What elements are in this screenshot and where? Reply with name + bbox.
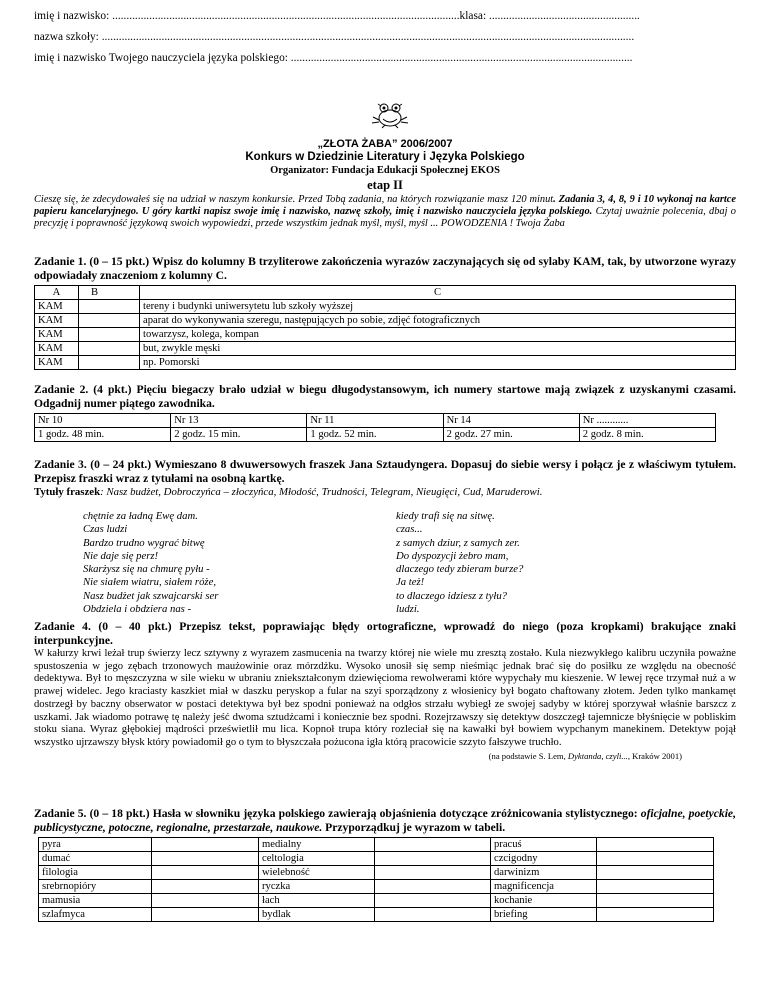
column-a-header: A xyxy=(35,286,79,300)
runner-number: Nr 13 xyxy=(171,414,307,428)
verse: Obdziela i obdziera nas - xyxy=(83,603,192,616)
table-row xyxy=(35,356,736,370)
word-cell: ryczka xyxy=(259,880,375,894)
table-row xyxy=(35,414,716,428)
word-cell: pracuś xyxy=(491,838,597,852)
table-row xyxy=(35,328,736,342)
verse: ludzi. xyxy=(396,603,420,616)
word-cell: briefing xyxy=(491,908,597,922)
table-row xyxy=(39,880,714,894)
answer-cell[interactable] xyxy=(79,356,140,370)
verse: Skarżysz się na chmurę pyłu - xyxy=(83,563,210,576)
column-b-header: B xyxy=(79,286,140,300)
task-4 xyxy=(34,620,736,762)
cell-c: tereny i budynki uniwersytetu lub szkoły wyższej xyxy=(140,300,736,314)
school-name-line[interactable]: nazwa szkoły: ........................................................................................................................................................................................... xyxy=(34,31,635,43)
teacher-name-line[interactable]: imię i nazwisko Twojego nauczyciela języka polskiego: ........................................................................................................................ xyxy=(34,52,633,64)
table-row xyxy=(39,838,714,852)
runner-number: Nr 11 xyxy=(307,414,443,428)
table-row xyxy=(35,314,736,328)
word-cell: dumać xyxy=(39,852,152,866)
task-3-titles: Tytuły fraszek: Nasz budżet, Dobroczyńca – złoczyńca, Młodość, Trudności, Telegram, Nieugięci, Cud, Maruderowi. xyxy=(34,486,543,498)
answer-cell[interactable] xyxy=(597,908,714,922)
table-row xyxy=(39,908,714,922)
task-1-table xyxy=(34,285,736,370)
task-2-table xyxy=(34,413,716,442)
cell-a: KAM xyxy=(35,356,79,370)
column-c-header: C xyxy=(140,286,736,300)
answer-cell[interactable] xyxy=(597,852,714,866)
runner-time: 1 godz. 52 min. xyxy=(307,428,443,442)
answer-cell[interactable] xyxy=(152,908,259,922)
cell-a: KAM xyxy=(35,300,79,314)
answer-cell[interactable] xyxy=(597,866,714,880)
table-row xyxy=(35,342,736,356)
runner-time: 2 godz. 15 min. xyxy=(171,428,307,442)
answer-cell[interactable] xyxy=(152,838,259,852)
word-cell: medialny xyxy=(259,838,375,852)
task-5 xyxy=(34,807,736,922)
contest-header xyxy=(34,138,736,193)
word-cell: celtologia xyxy=(259,852,375,866)
verse: to dlaczego idziesz z tyłu? xyxy=(396,589,508,602)
frog-mascot-icon xyxy=(370,101,410,129)
word-cell: wielebność xyxy=(259,866,375,880)
answer-cell[interactable] xyxy=(79,328,140,342)
answer-cell[interactable] xyxy=(375,838,491,852)
table-row xyxy=(39,866,714,880)
table-row xyxy=(39,894,714,908)
word-cell: filologia xyxy=(39,866,152,880)
word-cell: magnificencja xyxy=(491,880,597,894)
word-cell: pyra xyxy=(39,838,152,852)
answer-cell[interactable] xyxy=(597,838,714,852)
answer-cell[interactable] xyxy=(79,300,140,314)
verse: Bardzo trudno wygrać bitwę xyxy=(83,536,205,549)
task-1-title: Zadanie 1. (0 – 15 pkt.) Wpisz do kolumny B trzyliterowe zakończenia wyrazów zaczynających się od sylaby KAM, tak, by utworzone wyrazy odpowiadały znaczeniom z kolumny C. xyxy=(34,255,736,282)
word-cell: darwinizm xyxy=(491,866,597,880)
runner-time: 1 godz. 48 min. xyxy=(35,428,171,442)
answer-cell[interactable] xyxy=(375,852,491,866)
verse: Ja też! xyxy=(396,576,425,589)
contest-organizer: Organizator: Fundacja Edukacji Społecznej EKOS xyxy=(270,165,500,176)
cell-c: but, zwykle męski xyxy=(140,342,736,356)
cell-c: np. Pomorski xyxy=(140,356,736,370)
answer-cell[interactable] xyxy=(152,852,259,866)
verse: Nasz budżet jak szwajcarski ser xyxy=(83,589,219,602)
verse: kiedy trafi się na sitwę. xyxy=(396,510,495,522)
task-3 xyxy=(34,458,736,616)
cell-a: KAM xyxy=(35,342,79,356)
word-cell: kochanie xyxy=(491,894,597,908)
cell-c: aparat do wykonywania szeregu, następujących po sobie, zdjęć fotograficznych xyxy=(140,314,736,328)
cell-a: KAM xyxy=(35,328,79,342)
task-2-title: Zadanie 2. (4 pkt.) Pięciu biegaczy brało udział w biegu długodystansowym, ich numery startowe mają związek z uzyskanymi czasami. Odgadnij numer piątego zawodnika. xyxy=(34,383,736,410)
answer-cell[interactable] xyxy=(79,314,140,328)
word-cell: bydlak xyxy=(259,908,375,922)
verse: chętnie za ładną Ewę dam. xyxy=(83,510,198,522)
answer-cell[interactable] xyxy=(152,894,259,908)
verse: dlaczego tedy zbieram burze? xyxy=(396,563,524,576)
worksheet-page xyxy=(34,10,736,920)
answer-cell[interactable] xyxy=(375,908,491,922)
answer-cell[interactable] xyxy=(79,342,140,356)
contest-stage: etap II xyxy=(367,178,403,192)
runner-number: Nr 14 xyxy=(443,414,579,428)
verse: Nie siałem wiatru, siałem róże, xyxy=(83,576,216,589)
word-cell: łach xyxy=(259,894,375,908)
student-name-line[interactable]: imię i nazwisko: ..........................................................................................................................klasa: ..................................................... xyxy=(34,10,640,22)
cell-c: towarzysz, kolega, kompan xyxy=(140,328,736,342)
verses-left xyxy=(83,510,218,616)
word-cell: szlafmyca xyxy=(39,908,152,922)
answer-cell[interactable] xyxy=(375,866,491,880)
table-row xyxy=(35,428,716,442)
instructions: Cieszę się, że zdecydowałeś się na udział w naszym konkursie. Przed Tobą zadania, na których rozwiązanie masz 120 minut. Zadania 3, 4, 8, 9 i 10 wykonaj na kartce papieru kancelaryjnego. U góry kartki napisz swoje imię i nazwisko, nazwę szkoły, imię i nazwisko nauczyciela języka polskiego. Czytaj uważnie polecenia, dbaj o precyzję i poprawność językową swoich wypowiedzi, przede wszystkim jednak myśl, myśl, myśl ... POWODZENIA ! Twoja Żaba xyxy=(34,194,736,230)
contest-title: „ZŁOTA ŻABA” 2006/2007 xyxy=(317,138,453,150)
verse: Nie daje się perz! xyxy=(83,549,159,562)
source-citation: (na podstawie S. Lem, Dyktanda, czyli..., Kraków 2001) xyxy=(488,750,682,761)
task-5-table xyxy=(38,837,714,922)
answer-cell[interactable] xyxy=(375,894,491,908)
runner-time: 2 godz. 8 min. xyxy=(579,428,715,442)
word-cell: mamusia xyxy=(39,894,152,908)
task-4-title: Zadanie 4. (0 – 40 pkt.) Przepisz tekst, poprawiając błędy ortograficzne, wprowadź do niego (poza kropkami) brakujące znaki interpunkcyjne. xyxy=(34,620,736,647)
verse: czas... xyxy=(396,523,423,536)
runner-number: Nr 10 xyxy=(35,414,171,428)
task-1 xyxy=(34,255,736,370)
answer-cell[interactable] xyxy=(152,880,259,894)
answer-cell[interactable] xyxy=(375,880,491,894)
table-row xyxy=(39,852,714,866)
verse: Czas ludzi xyxy=(83,523,128,536)
verse: Do dyspozycji żebro mam, xyxy=(396,549,509,562)
runner-time: 2 godz. 27 min. xyxy=(443,428,579,442)
answer-cell[interactable] xyxy=(597,894,714,908)
verses-right xyxy=(396,510,523,616)
table-row xyxy=(35,300,736,314)
runner-number-answer[interactable]: Nr ............ xyxy=(579,414,715,428)
task-2 xyxy=(34,383,736,442)
word-cell: czcigodny xyxy=(491,852,597,866)
answer-cell[interactable] xyxy=(152,866,259,880)
word-cell: srebrnopióry xyxy=(39,880,152,894)
task-3-title: Zadanie 3. (0 – 24 pkt.) Wymieszano 8 dwuwersowych fraszek Jana Sztaudyngera. Dopasuj do siebie wersy i połącz je z właściwym tytułem. Przepisz fraszki wraz z tytułami na osobną kartkę. xyxy=(34,458,736,485)
answer-cell[interactable] xyxy=(597,880,714,894)
table-header-row xyxy=(35,286,736,300)
task-5-title: Zadanie 5. (0 – 18 pkt.) Hasła w słowniku języka polskiego zawierają objaśnienia dotyczące zróżnicowania stylistycznego: oficjalne, poetyckie, publicystyczne, potoczne, regionalne, przestarzałe, naukowe. Przyporządkuj je wyrazom w tabeli. xyxy=(34,807,736,834)
dictation-text: W kałurzy krwi leżał trup świerzy lecz sztywny z wyrazem zasmucenia na twarzy której nie wiele mu zresztą zostało. Kula niezwykłego kalibru uczyniła poważne spustoszenia w jego zębach trzonowych maużowinie oraz mórzdżku. Wysoko unosił się semp nieśmiąc jednak brać się do posiłku ze względu na obecność dedektywa. Był to męszczyzna w sile wieku w ubraniu zniekształconym dziewięcioma rewolwerami które wypychały mu kieszenie. W lewej ręce trzymał nuż a w prawej widelec. Jego kraciasty kaszkiet miał w daszku peryskop a fular na szyi sporządzony z włosienicy był bogato chaftowany złotem. Jeden tylko mankamęt dostrzegł by baczny obserwator w postaci detektywa był bez spodni ponieważ na odgłos strzału wybiegł ze swojej sadyby w której sporzywał właśnie barszcz z uszkami. Jak wiadomo potrawę tę należy jeść dwoma sztudźcami i koniecznie bez spodni. Rozejrzawszy się detektyw doszczegł tajemnicze błyśnięcie w pobliskim stoku siana. Wyraz głębokiej mądrości prześwietlił mu lica. Kopnoł trupa który rozleciał się na kawałki był bowiem wypchanym manekinem. Detektyw pojął wszystko ujrzawszy błysk który powiadomił go o tym to błyszczała pożucona igła którą pracowicie szzyto fałszywe truchło. xyxy=(34,648,736,748)
verse: z samych dziur, z samych zer. xyxy=(396,536,520,549)
cell-a: KAM xyxy=(35,314,79,328)
contest-name: Konkurs w Dziedzinie Literatury i Języka Polskiego xyxy=(245,151,525,163)
